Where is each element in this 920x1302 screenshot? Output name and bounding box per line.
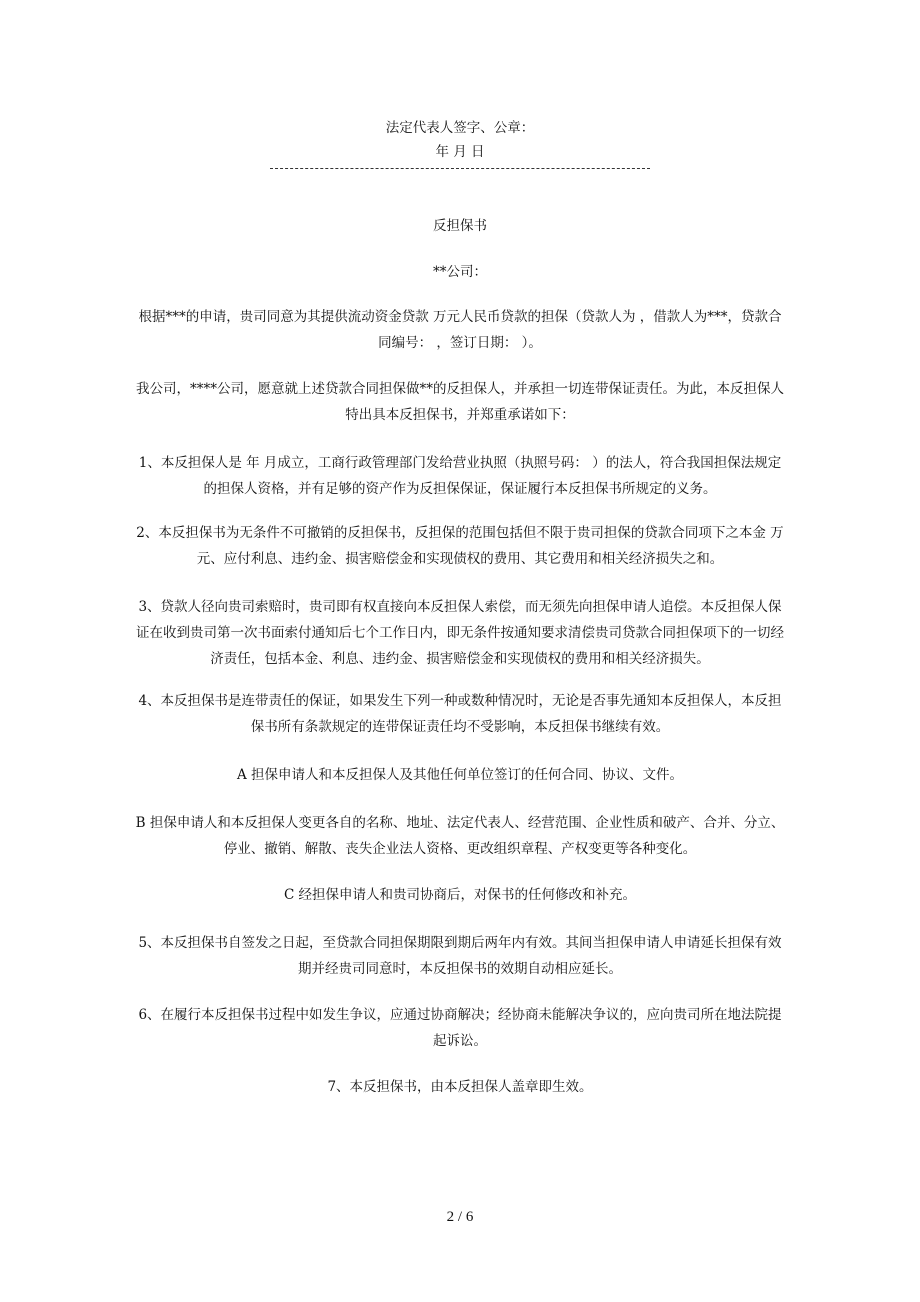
signature-date: 年 月 日 (435, 144, 485, 160)
paragraph-item-b: B 担保申请人和本反担保人变更各自的名称、地址、法定代表人、经营范围、企业性质和破产、合并、分立、停业、撤销、解散、丧失企业法人资格、更改组织章程、产权变更等各种变化。 (135, 815, 785, 857)
paragraph-clause-4: 4、本反担保书是连带责任的保证，如果发生下列一种或数种情况时，无论是否事先通知本反担保人，本反担保书所有条款规定的连带保证责任均不受影响，本反担保书继续有效。 (138, 693, 782, 735)
document-title: 反担保书 (433, 218, 487, 234)
section-divider (270, 168, 650, 169)
paragraph-item-c: C 经担保申请人和贵司协商后，对保书的任何修改和补充。 (283, 887, 637, 903)
paragraph-commitment: 我公司，****公司，愿意就上述贷款合同担保做**的反担保人，并承担一切连带保证责任。为此，本反担保人特出具本反担保书，并郑重承诺如下： (136, 381, 784, 423)
page-number: 2 / 6 (446, 1209, 474, 1225)
paragraph-clause-3: 3、贷款人径向贵司索赔时，贵司即有权直接向本反担保人索偿，而无须先向担保申请人追偿。本反担保人保证在收到贵司第一次书面索付通知后七个工作日内，即无条件按通知要求清偿贵司贷款合同担保项下的一切经济责任，包括本金、利息、违约金、损害赔偿金和实现债权的费用和相关经济损失。 (136, 599, 784, 667)
paragraph-clause-6: 6、在履行本反担保书过程中如发生争议，应通过协商解决；经协商未能解决争议的，应向贵司所在地法院提起诉讼。 (138, 1007, 782, 1049)
paragraph-item-a: A 担保申请人和本反担保人及其他任何单位签订的任何合同、协议、文件。 (236, 767, 684, 783)
paragraph-clause-5: 5、本反担保书自签发之日起，至贷款合同担保期限到期后两年内有效。其间当担保申请人申请延长担保有效期并经贵司同意时，本反担保书的效期自动相应延长。 (138, 935, 782, 977)
paragraph-clause-2: 2、本反担保书为无条件不可撤销的反担保书，反担保的范围包括但不限于贵司担保的贷款合同项下之本金 万元、应付利息、违约金、损害赔偿金和实现债权的费用、其它费用和相关经济损失之和。 (136, 525, 784, 567)
paragraph-intro: 根据***的申请，贵司同意为其提供流动资金贷款 万元人民币贷款的担保（贷款人为 ，借款人为***，贷款合同编号： ，签订日期： ）。 (138, 309, 782, 351)
signature-label: 法定代表人签字、公章： (385, 120, 535, 136)
paragraph-clause-7: 7、本反担保书，由本反担保人盖章即生效。 (327, 1079, 593, 1095)
addressee: **公司： (433, 264, 487, 280)
paragraph-clause-1: 1、本反担保人是 年 月成立，工商行政管理部门发给营业执照（执照号码： ）的法人，符合我国担保法规定的担保人资格，并有足够的资产作为反担保保证，保证履行本反担保书所规定的义务。 (138, 455, 782, 497)
